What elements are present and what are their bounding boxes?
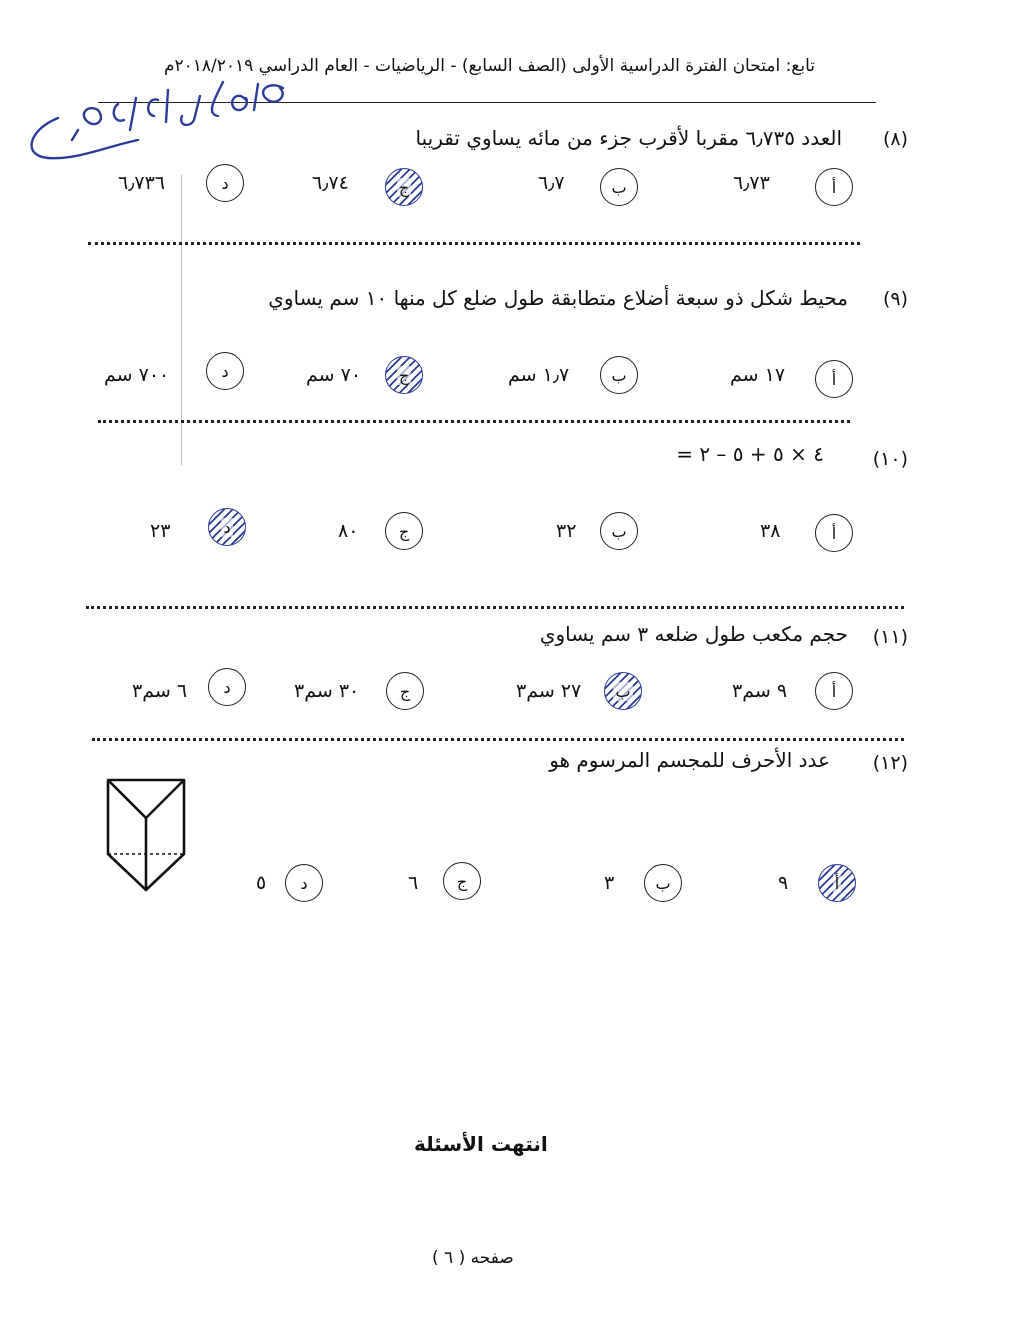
option-letter: أ (831, 369, 837, 389)
option-letter: ج (399, 681, 411, 701)
q9-option-c-circle[interactable] (385, 356, 423, 394)
option-letter: د (300, 873, 308, 893)
q12-option-c-value: ٦ (408, 872, 419, 894)
q12-option-c-circle[interactable] (443, 862, 481, 900)
q11-option-a-value: ٩ سم٣ (732, 680, 788, 702)
question-8-number: (٨) (882, 128, 908, 150)
option-letter: أ (834, 873, 840, 893)
q12-option-d-value: ٥ (256, 872, 267, 894)
question-10-number: (١٠) (872, 448, 908, 470)
dotted-separator (98, 420, 850, 423)
q10-option-c-circle[interactable] (385, 512, 423, 550)
option-letter: ب (611, 177, 627, 197)
handwritten-annotation (18, 70, 298, 180)
q9-option-c-value: ٧٠ سم (306, 364, 362, 386)
q9-option-a-value: ١٧ سم (730, 364, 786, 386)
question-12-text: عدد الأحرف للمجسم المرسوم هو (549, 748, 830, 772)
q12-option-b-value: ٣ (604, 872, 615, 894)
question-8-text: العدد ٦٫٧٣٥ مقربا لأقرب جزء من مائه يساوي تقريبا (415, 126, 842, 150)
q11-option-d-circle[interactable] (208, 668, 246, 706)
option-letter: أ (831, 681, 837, 701)
pen-stroke (72, 108, 101, 140)
question-9-number: (٩) (882, 288, 908, 310)
option-letter: أ (831, 177, 837, 197)
q8-option-d-circle[interactable] (206, 164, 244, 202)
option-letter: ج (398, 177, 410, 197)
q11-option-d-value: ٦ سم٣ (132, 680, 188, 702)
q9-option-d-circle[interactable] (206, 352, 244, 390)
pen-stroke (232, 84, 258, 110)
option-letter: د (223, 677, 231, 697)
q11-option-b-circle[interactable] (604, 672, 642, 710)
q12-option-d-circle[interactable] (285, 864, 323, 902)
q10-option-c-value: ٨٠ (338, 520, 359, 542)
option-letter: ب (611, 521, 627, 541)
q8-option-a-circle[interactable] (815, 168, 853, 206)
option-letter: ج (456, 871, 468, 891)
q10-option-a-value: ٣٨ (760, 520, 781, 542)
dotted-separator (92, 738, 904, 741)
q10-option-b-value: ٣٢ (556, 520, 577, 542)
q11-option-a-circle[interactable] (815, 672, 853, 710)
option-letter: ب (611, 365, 627, 385)
q12-option-a-circle[interactable] (818, 864, 856, 902)
q11-option-b-value: ٢٧ سم٣ (516, 680, 582, 702)
q8-option-d-value: ٦٫٧٣٦ (118, 172, 165, 194)
exam-header: تابع: امتحان الفترة الدراسية الأولى (الصف السابع) - الرياضيات - العام الدراسي ٢٠١٨/٢٠١٩م (163, 56, 815, 76)
q11-option-c-circle[interactable] (386, 672, 424, 710)
q8-option-b-value: ٦٫٧ (538, 172, 565, 194)
end-of-questions: انتهت الأسئلة (414, 1132, 548, 1156)
option-letter: ب (655, 873, 671, 893)
pen-stroke (181, 82, 223, 125)
option-letter: د (221, 173, 229, 193)
q10-option-d-value: ٢٣ (150, 520, 171, 542)
question-11-text: حجم مكعب طول ضلعه ٣ سم يساوي (539, 622, 848, 646)
q10-option-d-circle[interactable] (208, 508, 246, 546)
q8-option-a-value: ٦٫٧٣ (733, 172, 770, 194)
question-10-text: ٤ × ٥ + ٥ – ٢ = (676, 442, 824, 466)
q9-option-a-circle[interactable] (815, 360, 853, 398)
triangular-prism-figure (104, 776, 188, 894)
page-number: صفحه ( ٦ ) (432, 1248, 514, 1268)
dotted-separator (88, 242, 860, 245)
prism-top-edges (108, 780, 184, 818)
q8-option-c-value: ٦٫٧٤ (312, 172, 349, 194)
pen-stroke (32, 118, 138, 158)
q12-option-b-circle[interactable] (644, 864, 682, 902)
q9-option-b-circle[interactable] (600, 356, 638, 394)
pen-stroke (148, 90, 168, 122)
q11-option-c-value: ٣٠ سم٣ (294, 680, 360, 702)
option-letter: د (223, 517, 231, 537)
option-letter: ج (398, 521, 410, 541)
option-letter: ج (398, 365, 410, 385)
q12-option-a-value: ٩ (778, 872, 789, 894)
q10-option-a-circle[interactable] (815, 514, 853, 552)
dotted-separator (86, 606, 904, 609)
option-letter: د (221, 361, 229, 381)
q8-option-c-circle[interactable] (385, 168, 423, 206)
pen-stroke (114, 98, 136, 130)
q10-option-b-circle[interactable] (600, 512, 638, 550)
question-9-text: محيط شكل ذو سبعة أضلاع متطابقة طول ضلع كل منها ١٠ سم يساوي (268, 286, 848, 310)
question-12-number: (١٢) (872, 752, 908, 774)
option-letter: أ (831, 523, 837, 543)
question-11-number: (١١) (872, 626, 908, 648)
q8-option-b-circle[interactable] (600, 168, 638, 206)
option-letter: ب (615, 681, 631, 701)
q9-option-b-value: ١٫٧ سم (508, 364, 570, 386)
q9-option-d-value: ٧٠٠ سم (104, 364, 170, 386)
pen-stroke (263, 85, 283, 101)
